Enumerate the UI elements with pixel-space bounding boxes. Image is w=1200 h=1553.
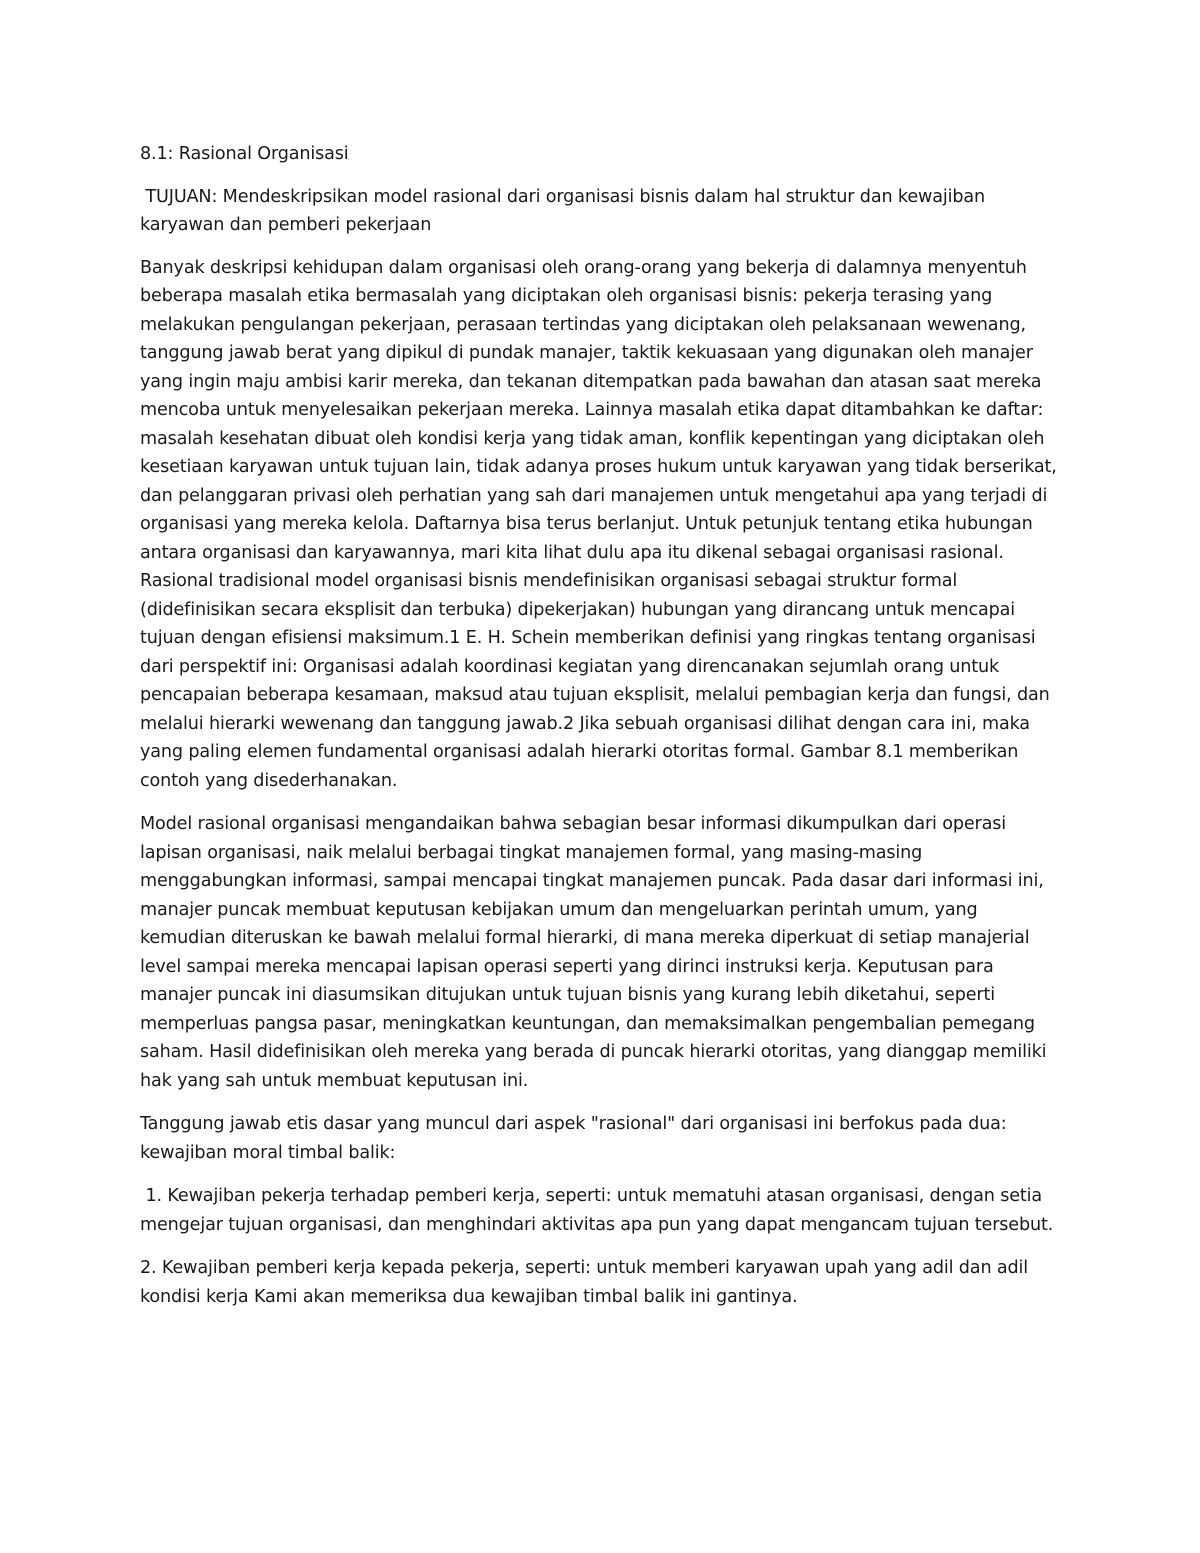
body-paragraph-2: Model rasional organisasi mengandaikan bahwa sebagian besar informasi dikumpulkan dari operasi lapisan organisasi, naik melalui berbagai tingkat manajemen formal, yang masing-masing menggabungkan informasi, sampai mencapai tingkat manajemen puncak. Pada dasar dari informasi ini, manajer puncak membuat keputusan kebijakan umum dan mengeluarkan perintah umum, yang kemudian diteruskan ke bawah melalui formal hierarki, di mana mereka diperkuat di setiap manajerial level sampai mereka mencapai lapisan operasi seperti yang dirinci instruksi kerja. Keputusan para manajer puncak ini diasumsikan ditujukan untuk tujuan bisnis yang kurang lebih diketahui, seperti memperluas pangsa pasar, meningkatkan keuntungan, dan memaksimalkan pengembalian pemegang saham. Hasil didefinisikan oleh mereka yang berada di puncak hierarki otoritas, yang dianggap memiliki hak yang sah untuk membuat keputusan ini. [140,814,1047,1091]
list-item-1: 1. Kewajiban pekerja terhadap pemberi kerja, seperti: untuk mematuhi atasan organisasi, dengan setia mengejar tujuan organisasi, dan menghindari aktivitas apa pun yang dapat mengancam tujuan tersebut. [140,1186,1054,1235]
body-paragraph-3: Tanggung jawab etis dasar yang muncul dari aspek "rasional" dari organisasi ini berfokus pada dua: kewajiban moral timbal balik: [140,1114,1007,1163]
list-item-2: 2. Kewajiban pemberi kerja kepada pekerja, seperti: untuk memberi karyawan upah yang adil dan adil kondisi kerja Kami akan memeriksa dua kewajiban timbal balik ini gantinya. [140,1258,1029,1307]
objective-paragraph: TUJUAN: Mendeskripsikan model rasional dari organisasi bisnis dalam hal struktur dan kewajiban karyawan dan pemberi pekerjaan [140,186,991,235]
body-paragraph-1: Banyak deskripsi kehidupan dalam organisasi oleh orang-orang yang bekerja di dalamnya menyentuh beberapa masalah etika bermasalah yang diciptakan oleh organisasi bisnis: pekerja terasing yang melakukan pengulangan pekerjaan, perasaan tertindas yang diciptakan oleh pelaksanaan wewenang, tanggung jawab berat yang dipikul di pundak manajer, taktik kekuasaan yang digunakan oleh manajer yang ingin maju ambisi karir mereka, dan tekanan ditempatkan pada bawahan dan atasan saat mereka mencoba untuk menyelesaikan pekerjaan mereka. Lainnya masalah etika dapat ditambahkan ke daftar: masalah kesehatan dibuat oleh kondisi kerja yang tidak aman, konflik kepentingan yang diciptakan oleh kesetiaan karyawan untuk tujuan lain, tidak adanya proses hukum untuk karyawan yang tidak berserikat, dan pelanggaran privasi oleh perhatian yang sah dari manajemen untuk mengetahui apa yang terjadi di organisasi yang mereka kelola. Daftarnya bisa terus berlanjut. Untuk petunjuk tentang etika hubungan antara organisasi dan karyawannya, mari kita lihat dulu apa itu dikenal sebagai organisasi rasional. Rasional tradisional model organisasi bisnis mendefinisikan organisasi sebagai struktur formal (didefinisikan secara eksplisit dan terbuka) dipekerjakan) hubungan yang dirancang untuk mencapai tujuan dengan efisiensi maksimum.1 E. H. Schein memberikan definisi yang ringkas tentang organisasi dari perspektif ini: Organisasi adalah koordinasi kegiatan yang direncanakan sejumlah orang untuk pencapaian beberapa kesamaan, maksud atau tujuan eksplisit, melalui pembagian kerja dan fungsi, dan melalui hierarki wewenang dan tanggung jawab.2 Jika sebuah organisasi dilihat dengan cara ini, maka yang paling elemen fundamental organisasi adalah hierarki otoritas formal. Gambar 8.1 memberikan contoh yang disederhanakan. [140,257,1057,791]
document-body [140,140,1060,1326]
section-heading: 8.1: Rasional Organisasi [140,144,349,164]
